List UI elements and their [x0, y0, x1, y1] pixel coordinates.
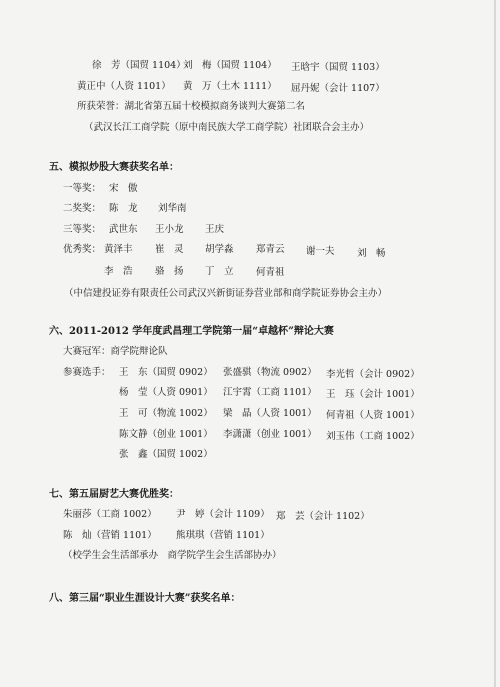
section-5-title: 五、模拟炒股大赛获奖名单：	[49, 162, 179, 173]
name-entry: 张 鑫（国贸 1002）	[119, 449, 213, 460]
name-entry: 何青祖	[256, 267, 285, 278]
name-entry: 郑 芸（会计 1102）	[276, 511, 370, 522]
players-label: 参赛选手：	[63, 367, 111, 378]
name-entry: 李光哲（会计 0902）	[326, 369, 420, 380]
award-label: 优秀奖：	[63, 244, 102, 255]
name-entry: 黄正中（人资 1101）	[77, 81, 171, 92]
organizer-note: （武汉长江工商学院（原中南民族大学工商学院）社团联合会主办）	[84, 122, 370, 133]
name-entry: 王庆	[205, 224, 225, 235]
name-entry: 江宇霄（工商 1101）	[223, 387, 317, 398]
name-entry: 陈文静（创业 1001）	[119, 429, 213, 440]
name-entry: 陈 龙	[109, 203, 138, 214]
section-7-title: 七、第五届厨艺大赛优胜奖：	[49, 489, 179, 500]
name-entry: 何青祖（人资 1001）	[326, 410, 420, 421]
name-entry: 王 东（国贸 0902）	[119, 367, 213, 378]
name-entry: 骆 扬	[155, 266, 184, 277]
name-entry: 熊琪琪（营销 1101）	[176, 530, 270, 541]
name-entry: 王 可（物流 1002）	[119, 408, 213, 419]
name-entry: 李潇潇（创业 1001）	[223, 429, 317, 440]
name-entry: 徐 芳（国贸 1104）	[92, 60, 186, 71]
organizer-note: （中信建投证券有限责任公司武汉兴新街证券营业部和商学院证券协会主办）	[64, 288, 388, 299]
name-entry: 张盛骐（物流 0902）	[223, 367, 317, 378]
name-entry: 梁 晶（人资 1001）	[223, 408, 317, 419]
name-entry: 屈丹妮（会计 1107）	[291, 83, 385, 94]
name-entry: 胡学淼	[205, 244, 234, 255]
name-entry: 杨 莹（人资 0901）	[119, 387, 213, 398]
name-entry: 王小龙	[155, 224, 184, 235]
name-entry: 王 珏（会计 1001）	[326, 389, 420, 400]
name-entry: 黄泽丰	[104, 244, 133, 255]
name-entry: 郑青云	[256, 244, 285, 255]
section-6-title-part: 六、2011-2012 学年度武昌理工学院第一届“	[49, 326, 259, 337]
honor-text: 所获荣誉：湖北省第五届十校模拟商务谈判大赛第二名	[77, 101, 306, 112]
name-entry: 黄 万（土木 1111）	[183, 81, 277, 92]
name-entry: 刘玉伟（工商 1002）	[326, 431, 420, 442]
name-entry: 宋 傲	[109, 183, 138, 194]
organizer-note: （校学生会生活部承办 商学院学生会生活部协办）	[63, 550, 282, 561]
name-entry: 刘 梅（国贸 1104）	[183, 60, 277, 71]
name-entry: 崔 灵	[155, 244, 184, 255]
award-label: 二奖奖：	[63, 203, 102, 214]
name-entry: 陈 灿（营销 1101）	[63, 530, 157, 541]
name-entry: 谢一夫	[306, 246, 335, 257]
name-entry: 王晗宇（国贸 1103）	[291, 62, 385, 73]
page-edge-shadow	[494, 0, 496, 687]
section-6-title-part: ”辩论大赛	[288, 326, 334, 337]
section-8-title: 八、第三届“职业生涯设计大赛”获奖名单：	[49, 593, 241, 604]
name-entry: 武世东	[109, 224, 138, 235]
champion-text: 大赛冠军：商学院辩论队	[63, 346, 168, 357]
section-6-title	[49, 326, 334, 338]
name-entry: 朱丽莎（工商 1002）	[63, 509, 157, 520]
name-entry: 刘 畅	[357, 248, 386, 259]
name-entry: 尹 婷（会计 1109）	[176, 509, 270, 520]
name-entry: 丁 立	[205, 266, 234, 277]
section-6-title-highlight: 卓越杯	[258, 326, 289, 337]
name-entry: 刘华南	[158, 203, 187, 214]
award-label: 一等奖：	[63, 183, 102, 194]
award-label: 三等奖：	[63, 224, 102, 235]
name-entry: 李 浩	[104, 266, 133, 277]
